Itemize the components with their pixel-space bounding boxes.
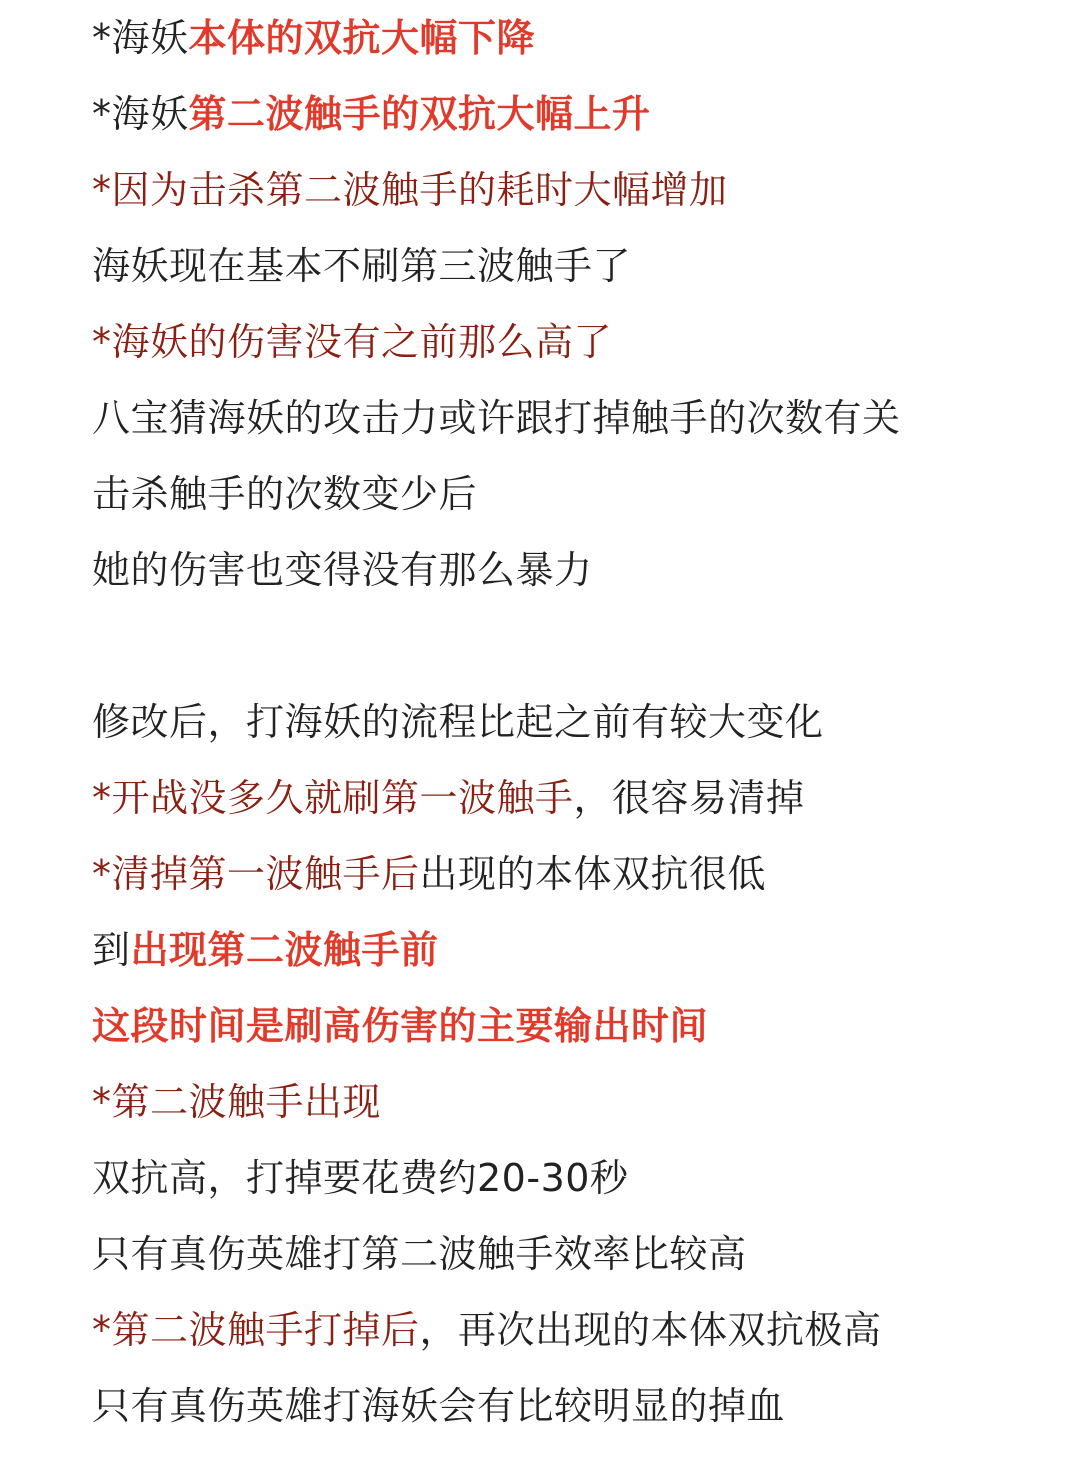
text-segment: *开战没多久就刷第一波触手: [92, 776, 574, 820]
text-segment: 出现的本体双抗很低: [419, 852, 767, 896]
article-body: [92, 0, 1052, 1444]
text-line-6: [92, 380, 1052, 456]
text-segment: *海妖: [92, 92, 189, 136]
text-segment: *因为击杀第二波触手的耗时大幅增加: [92, 168, 728, 212]
text-line-11: [92, 760, 1052, 836]
text-segment: *海妖的伤害没有之前那么高了: [92, 320, 613, 364]
text-line-3: [92, 152, 1052, 228]
text-line-2: [92, 76, 1052, 152]
text-segment: 只有真伤英雄打海妖会有比较明显的掉血: [92, 1384, 786, 1428]
text-line-5: [92, 304, 1052, 380]
text-segment: *清掉第一波触手后: [92, 852, 420, 896]
text-line-7: [92, 456, 1052, 532]
highlight-segment: 本体的双抗大幅下降: [188, 16, 536, 60]
text-line-8: [92, 532, 1052, 608]
text-segment: ，再次出现的本体双抗极高: [419, 1308, 882, 1352]
highlight-segment: 出现第二波触手前: [130, 928, 439, 972]
text-line-16: [92, 1140, 1052, 1216]
text-segment: *第二波触手打掉后: [92, 1308, 420, 1352]
text-line-10: [92, 684, 1052, 760]
text-segment: 击杀触手的次数变少后: [92, 472, 478, 516]
text-line-4: [92, 228, 1052, 304]
text-segment: *海妖: [92, 16, 189, 60]
text-line-1: [92, 0, 1052, 76]
text-segment: 双抗高，打掉要花费约20-30秒: [92, 1156, 629, 1200]
highlight-segment: 第二波触手的双抗大幅上升: [188, 92, 651, 136]
text-segment: 她的伤害也变得没有那么暴力: [92, 548, 593, 592]
text-segment: 八宝猜海妖的攻击力或许跟打掉触手的次数有关: [92, 396, 901, 440]
text-line-12: [92, 836, 1052, 912]
text-segment: ，很容易清掉: [573, 776, 805, 820]
paragraph-spacer: [92, 608, 1052, 684]
text-segment: *第二波触手出现: [92, 1080, 382, 1124]
text-segment: 到: [92, 928, 131, 972]
text-segment: 修改后，打海妖的流程比起之前有较大变化: [92, 700, 824, 744]
highlight-segment: 这段时间是刷高伤害的主要输出时间: [92, 1004, 709, 1048]
text-line-19: [92, 1368, 1052, 1444]
text-segment: 只有真伤英雄打第二波触手效率比较高: [92, 1232, 747, 1276]
text-line-17: [92, 1216, 1052, 1292]
text-line-14: [92, 988, 1052, 1064]
text-line-13: [92, 912, 1052, 988]
text-line-15: [92, 1064, 1052, 1140]
text-segment: 海妖现在基本不刷第三波触手了: [92, 244, 632, 288]
text-line-18: [92, 1292, 1052, 1368]
